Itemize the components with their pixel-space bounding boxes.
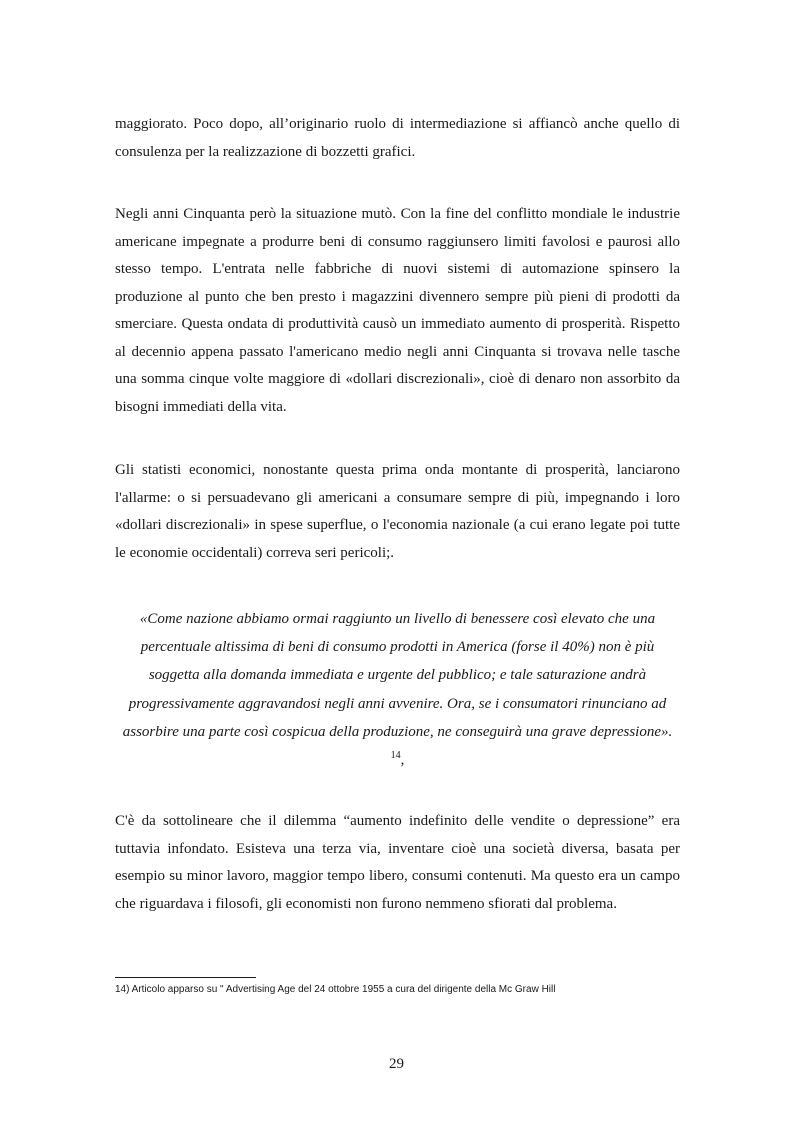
body-paragraph: C'è da sottolineare che il dilemma “aumento indefinito delle vendite o depressione” era tuttavia infondato. Esisteva una terza via, inventare cioè una società diversa, basata per esempio su minor lavoro, maggior tempo libero, consumi contenuti. Ma questo era un campo che riguardava i filosofi, gli economisti non furono nemmeno sfiorati dal problema. (115, 813, 680, 912)
page-number: 29 (389, 1056, 404, 1072)
block-quote (115, 605, 680, 774)
footnote-reference[interactable]: 14 (390, 750, 401, 762)
footnote: 14) Articolo apparso su " Advertising Age del 24 ottobre 1955 a cura del dirigente della Mc Graw Hill (115, 984, 556, 995)
footnote-separator (115, 977, 256, 978)
quote-trailing-punctuation: , (400, 752, 405, 769)
body-paragraph: Negli anni Cinquanta però la situazione mutò. Con la fine del conflitto mondiale le industrie americane impegnate a produrre beni di consumo raggiunsero limiti favolosi e paurosi allo stesso tempo. L'entrata nelle fabbriche di nuovi sistemi di automazione spinsero la produzione al punto che ben presto i magazzini divennero sempre più pieni di prodotti da smerciare. Questa ondata di produttività causò un immediato aumento di prosperità. Rispetto al decennio appena passato l'americano medio negli anni Cinquanta si trovava nelle tasche una somma cinque volte maggiore di «dollari discrezionali», cioè di denaro non assorbito da bisogni immediati della vita. (115, 206, 680, 415)
body-paragraph: maggiorato. Poco dopo, all’originario ruolo di intermediazione si affiancò anche quello di consulenza per la realizzazione di bozzetti grafici. (115, 116, 680, 160)
body-paragraph: Gli statisti economici, nonostante questa prima onda montante di prosperità, lanciarono l'allarme: o si persuadevano gli americani a consumare sempre di più, impegnando i loro «dollari discrezionali» in spese superflue, o l'economia nazionale (a cui erano legate poi tutte le economie occidentali) correva seri pericoli;. (115, 462, 680, 561)
quote-text: «Come nazione abbiamo ormai raggiunto un livello di benessere così elevato che una percentuale altissima di beni di consumo prodotti in America (forse il 40%) non è più soggetta alla domanda immediata e urgente del pubblico; e tale saturazione andrà progressivamente aggravandosi negli anni avvenire. Ora, se i consumatori rinunciano ad assorbire una parte così cospicua della produzione, ne conseguirà una grave depressione». (122, 611, 673, 740)
